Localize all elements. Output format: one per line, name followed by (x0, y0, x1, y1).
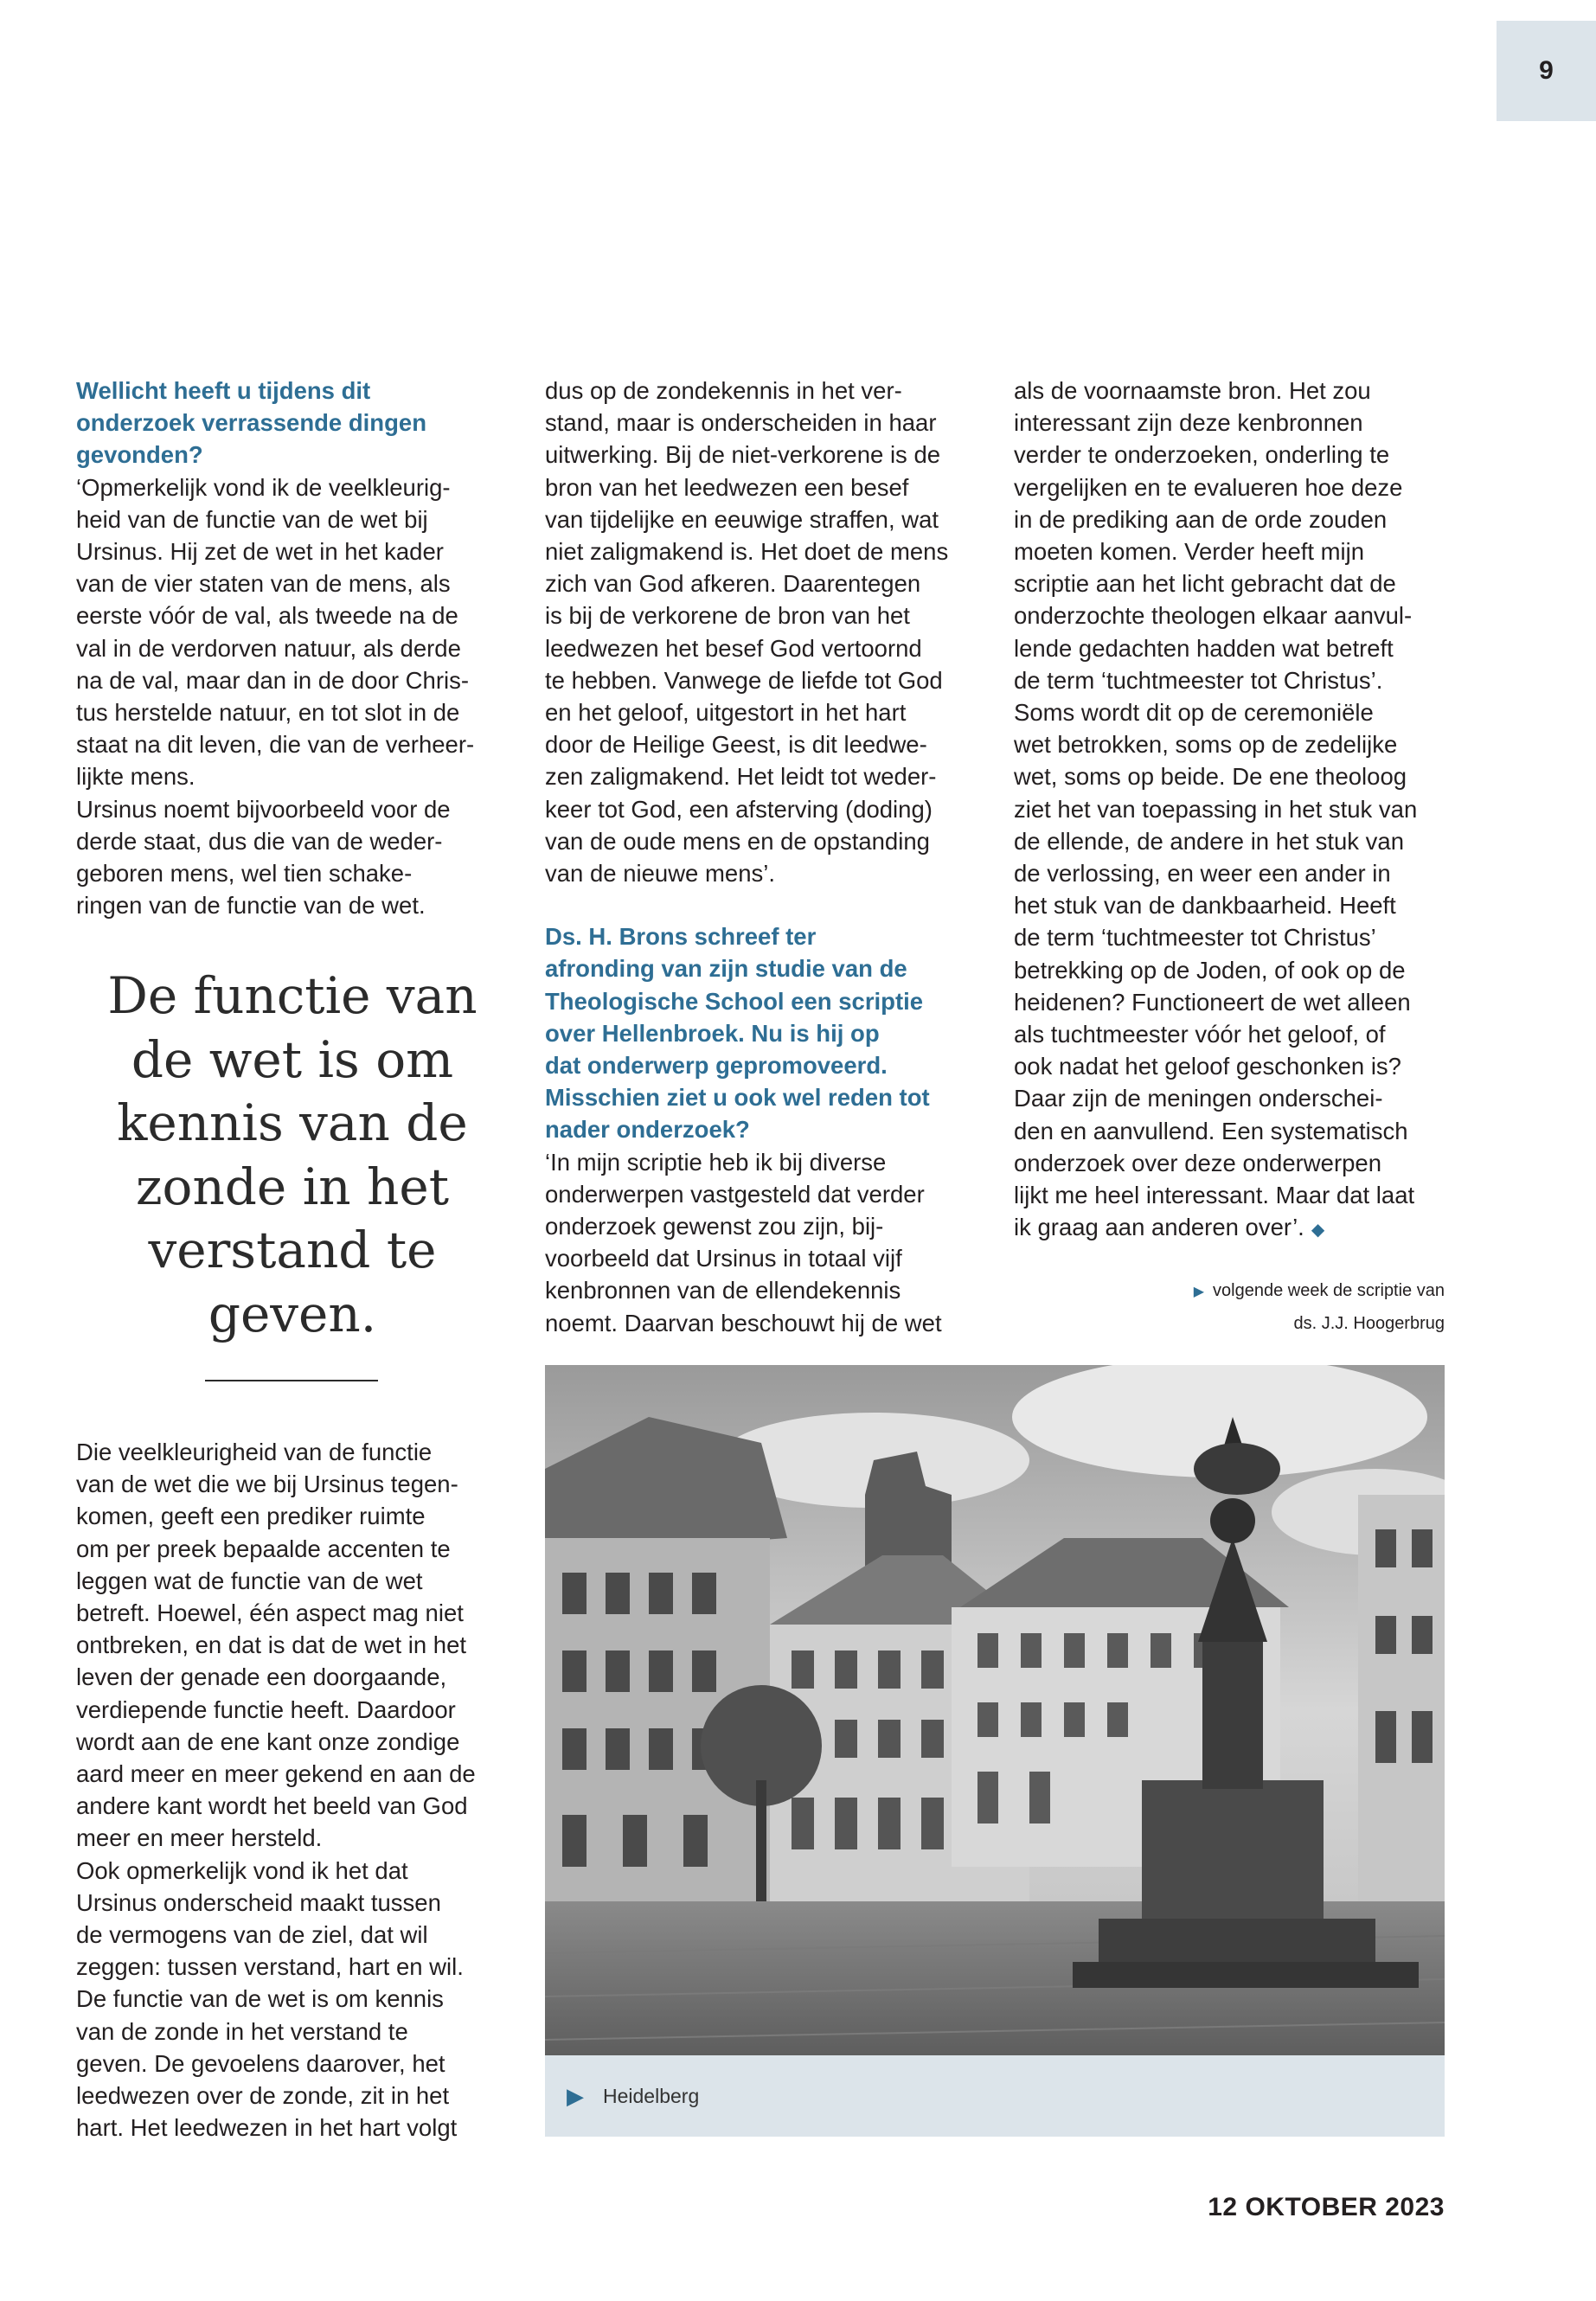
page-number: 9 (1539, 56, 1554, 85)
paragraph: als de voornaamste bron. Het zou interessant zijn deze kenbronnen verder te onderzoeken, onderling te vergelijken en te evalueren hoe deze in de prediking aan de orde zouden moeten komen. Verder heeft mijn scriptie aan het licht gebracht dat de onderzochte theologen elkaar aanvul- lende gedachten hadden wat betreft de term ‘tuchtmeester tot Christus’. Soms wordt dit op de ceremoniële wet betrokken, soms op de zedelijke wet, soms op beide. De ene theoloog ziet het van toepassing in het stuk van de ellende, de andere in het stuk van de verlossing, en weer een ander in het stuk van de dankbaarheid. Heeft de term ‘tuchtmeester tot Christus’ betrekking op de Joden, of ook op de heidenen? Functioneert de wet alleen als tuchtmeester vóór het geloof, of ook nadat het geloof geschonken is? Daar zijn de meningen onderschei- den en aanvullend. Een systematisch onderzoek over deze onderwerpen lijkt me heel interessant. Maar dat laat ik graag aan anderen over’. ◆ (1014, 377, 1418, 1241)
pull-quote-divider (205, 1380, 378, 1381)
note-line-2: ds. J.J. Hoogerbrug (1293, 1314, 1445, 1333)
photo-caption-bar (545, 2055, 1445, 2137)
paragraph: Die veelkleurigheid van de functie van de wet die we bij Ursinus tegen- komen, geeft een prediker ruimte om per preek bepaalde accenten te leggen wat de functie van de wet betreft. Hoewel, één aspect mag niet ontbreken, en dat is dat de wet in het leven der genade een doorgaande, verdiepende functie heeft. Daardoor wordt aan de ene kant onze zondige aard meer en meer gekend en aan de andere kant wordt het beeld van God meer en meer hersteld. (76, 1439, 476, 1852)
column-3 (1014, 375, 1455, 1247)
column-1-lower (76, 1436, 526, 2144)
paragraph: Ursinus noemt bijvoorbeeld voor de derde staat, dus die van de weder- geboren mens, wel tien schake- ringen van de functie van de wet. (76, 795, 451, 920)
heidelberg-photo (545, 1365, 1445, 2055)
triangle-bullet-icon: ▶ (567, 2082, 584, 2109)
column-1 (76, 375, 526, 921)
paragraph: Ook opmerkelijk vond ik het dat Ursinus onderscheid maakt tussen de vermogens van de ziel, dat wil zeggen: tussen verstand, hart en wil. De functie van de wet is om kennis van de zonde in het verstand te geven. De gevoelens daarover, het leedwezen over de zonde, zit in het hart. Het leedwezen in het hart volgt (76, 1856, 464, 2142)
interview-question-2: Ds. H. Brons schreef ter afronding van zijn studie van de Theologische School een scriptie over Hellenbroek. Nu is hij op dat onderwerp gepromoveerd. Misschien ziet u ook wel reden tot nader onderzoek? (545, 923, 930, 1144)
paragraph: ‘In mijn scriptie heb ik bij diverse onderwerpen vastgesteld dat verder onderzoek gewenst zou zijn, bij- voorbeeld dat Ursinus in totaal vijf kenbronnen van de ellendekennis noemt. Daarvan beschouwt hij de wet (545, 1148, 942, 1336)
triangle-bullet-icon: ▶ (1193, 1285, 1205, 1299)
interview-question-1: Wellicht heeft u tijdens dit onderzoek verrassende dingen gevonden? (76, 377, 426, 469)
page-number-tab (1497, 21, 1596, 121)
paragraph: dus op de zondekennis in het ver- stand, maar is onderscheiden in haar uitwerking. Bij de niet-verkorene is de bron van het leedwezen een besef van tijdelijke en eeuwige straffen, wat niet zaligmakend is. Het doet de mens zich van God afkeren. Daarentegen is bij de verkorene de bron van het leedwezen het besef God vertoornd te hebben. Vanwege de liefde tot God en het geloof, uitgestort in het hart door de Heilige Geest, is dit leedwe- zen zaligmakend. Het leidt tot weder- keer tot God, een afsterving (doding) van de oude mens en de opstanding van de nieuwe mens’. (545, 377, 949, 888)
photo-caption: Heidelberg (603, 2084, 700, 2107)
footer-date: 12 OKTOBER 2023 (1208, 2193, 1445, 2221)
column-2 (545, 375, 990, 1339)
next-week-note (1116, 1275, 1445, 1340)
end-mark-icon: ◆ (1311, 1221, 1325, 1240)
paragraph: ‘Opmerkelijk vond ik de veelkleurig- heid van de functie van de wet bij Ursinus. Hij zet de wet in het kader van de vier staten van de mens, als eerste vóór de val, als tweede na de val in de verdorven natuur, als derde na de val, maar dan in de door Chris- tus herstelde natuur, en tot slot in de staat na dit leven, die van de verheer- lijkte mens. (76, 473, 475, 791)
pull-quote: De functie van de wet is om kennis van de zonde in het verstand te geven. (107, 966, 478, 1343)
note-line-1: volgende week de scriptie van (1213, 1281, 1445, 1300)
